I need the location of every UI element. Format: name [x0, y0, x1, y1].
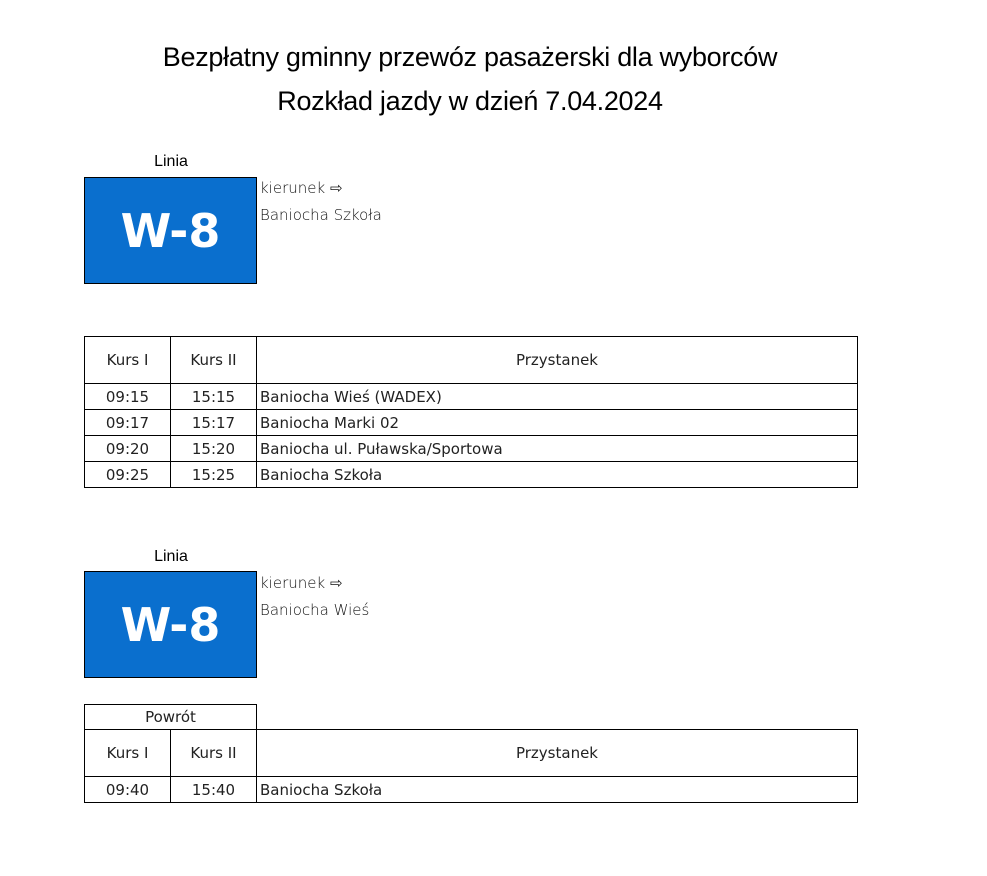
linia-label: Linia: [154, 153, 188, 170]
table-row: [85, 436, 858, 462]
stop-name: Baniocha Wieś (WADEX): [257, 384, 858, 410]
time-kurs-2: 15:15: [171, 384, 257, 410]
linia-label: Linia: [154, 548, 188, 565]
column-header-przystanek: Przystanek: [257, 337, 858, 384]
table-row: [85, 384, 858, 410]
direction-label: kierunek ⇨: [260, 574, 343, 592]
table-row: [85, 410, 858, 436]
column-header-kurs-2: Kurs II: [171, 730, 257, 777]
direction-block: [260, 175, 382, 229]
time-kurs-1: 09:20: [85, 436, 171, 462]
line-badge: W-8: [84, 177, 257, 284]
table-caption-row: [85, 705, 858, 730]
time-kurs-2: 15:25: [171, 462, 257, 488]
direction-destination: Baniocha Wieś: [260, 601, 370, 619]
direction-label: kierunek ⇨: [260, 179, 343, 197]
page-title-line1: Bezpłatny gminny przewóz pasażerski dla wyborców: [162, 42, 778, 72]
column-header-kurs-1: Kurs I: [85, 730, 171, 777]
time-kurs-1: 09:15: [85, 384, 171, 410]
stop-name: Baniocha ul. Puławska/Sportowa: [257, 436, 858, 462]
stop-name: Baniocha Szkoła: [257, 462, 858, 488]
direction-block: [260, 570, 369, 624]
time-kurs-2: 15:17: [171, 410, 257, 436]
line-badge: W-8: [84, 571, 257, 678]
time-kurs-2: 15:40: [171, 777, 257, 803]
table-header-row: [85, 730, 858, 777]
column-header-przystanek: Przystanek: [257, 730, 858, 777]
column-header-kurs-1: Kurs I: [85, 337, 171, 384]
time-kurs-1: 09:17: [85, 410, 171, 436]
caption-spacer: [257, 705, 858, 730]
table-row: [85, 777, 858, 803]
table-row: [85, 462, 858, 488]
time-kurs-2: 15:20: [171, 436, 257, 462]
schedule-table: [84, 336, 858, 488]
direction-destination: Baniocha Szkoła: [260, 206, 382, 224]
time-kurs-1: 09:40: [85, 777, 171, 803]
return-schedule-table: [84, 704, 858, 803]
column-header-kurs-2: Kurs II: [171, 337, 257, 384]
stop-name: Baniocha Marki 02: [257, 410, 858, 436]
stop-name: Baniocha Szkoła: [257, 777, 858, 803]
table-header-row: [85, 337, 858, 384]
page-title-line2: Rozkład jazdy w dzień 7.04.2024: [277, 86, 663, 116]
return-caption: Powrót: [85, 705, 257, 730]
time-kurs-1: 09:25: [85, 462, 171, 488]
